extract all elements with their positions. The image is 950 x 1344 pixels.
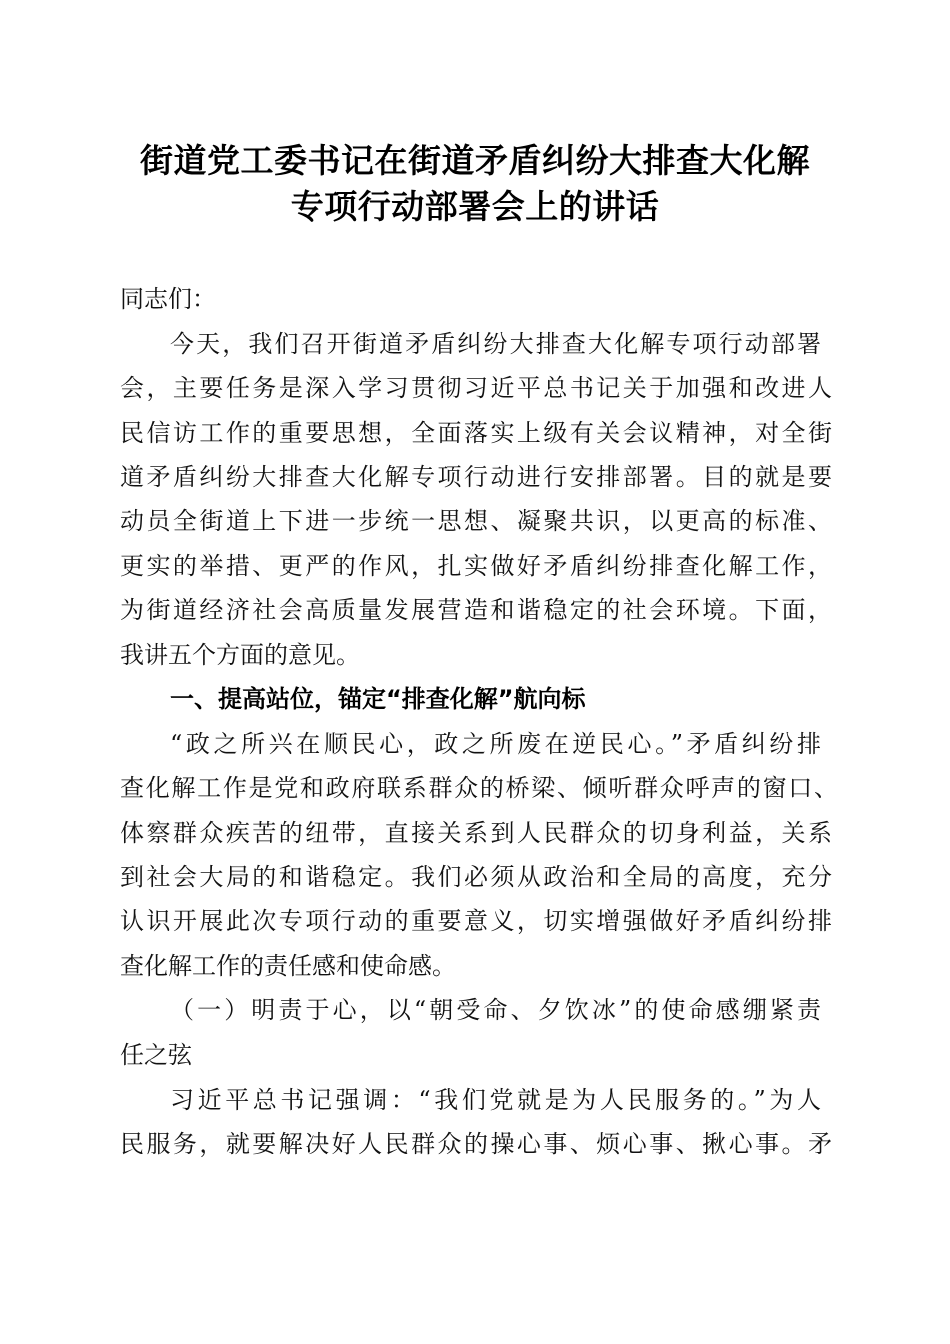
paragraph-1-line-3: 民信访工作的重要思想，全面落实上级有关会议精神，对全街 <box>120 419 832 447</box>
section-1-heading: 一、提高站位，锚定“排查化解”航向标 <box>170 685 586 713</box>
document-title-line-2: 专项行动部署会上的讲话 <box>290 187 660 226</box>
paragraph-2-line-6: 查化解工作的责任感和使命感。 <box>120 952 456 980</box>
paragraph-1-line-6: 更实的举措、更严的作风，扎实做好矛盾纠纷排查化解工作， <box>120 552 832 580</box>
paragraph-3-line-1: 习近平总书记强调：“我们党就是为人民服务的。”为人 <box>170 1086 821 1114</box>
document-title-line-1: 街道党工委书记在街道矛盾纠纷大排查大化解 <box>140 141 810 180</box>
paragraph-1-line-4: 道矛盾纠纷大排查大化解专项行动进行安排部署。目的就是要 <box>120 463 832 491</box>
paragraph-1-line-7: 为街道经济社会高质量发展营造和谐稳定的社会环境。下面， <box>120 596 832 624</box>
paragraph-2-line-1: “政之所兴在顺民心，政之所废在逆民心。”矛盾纠纷排 <box>170 730 821 758</box>
salutation: 同志们： <box>120 285 216 313</box>
paragraph-2-line-3: 体察群众疾苦的纽带，直接关系到人民群众的切身利益，关系 <box>120 819 832 847</box>
paragraph-1-line-5: 动员全街道上下进一步统一思想、凝聚共识，以更高的标准、 <box>120 507 832 535</box>
subsection-1-heading-line-2: 任之弦 <box>120 1041 192 1069</box>
subsection-1-heading-line-1: （一）明责于心，以“朝受命、夕饮冰”的使命感绷紧责 <box>170 996 821 1024</box>
paragraph-2-line-5: 认识开展此次专项行动的重要意义，切实增强做好矛盾纠纷排 <box>120 907 832 935</box>
paragraph-2-line-4: 到社会大局的和谐稳定。我们必须从政治和全局的高度，充分 <box>120 863 832 891</box>
paragraph-1-line-1: 今天，我们召开街道矛盾纠纷大排查大化解专项行动部署 <box>170 330 821 358</box>
paragraph-1-line-2: 会，主要任务是深入学习贯彻习近平总书记关于加强和改进人 <box>120 374 832 402</box>
paragraph-2-line-2: 查化解工作是党和政府联系群众的桥梁、倾听群众呼声的窗口、 <box>120 774 838 802</box>
paragraph-1-line-8: 我讲五个方面的意见。 <box>120 641 360 669</box>
paragraph-3-line-2: 民服务，就要解决好人民群众的操心事、烦心事、揪心事。矛 <box>120 1130 832 1158</box>
